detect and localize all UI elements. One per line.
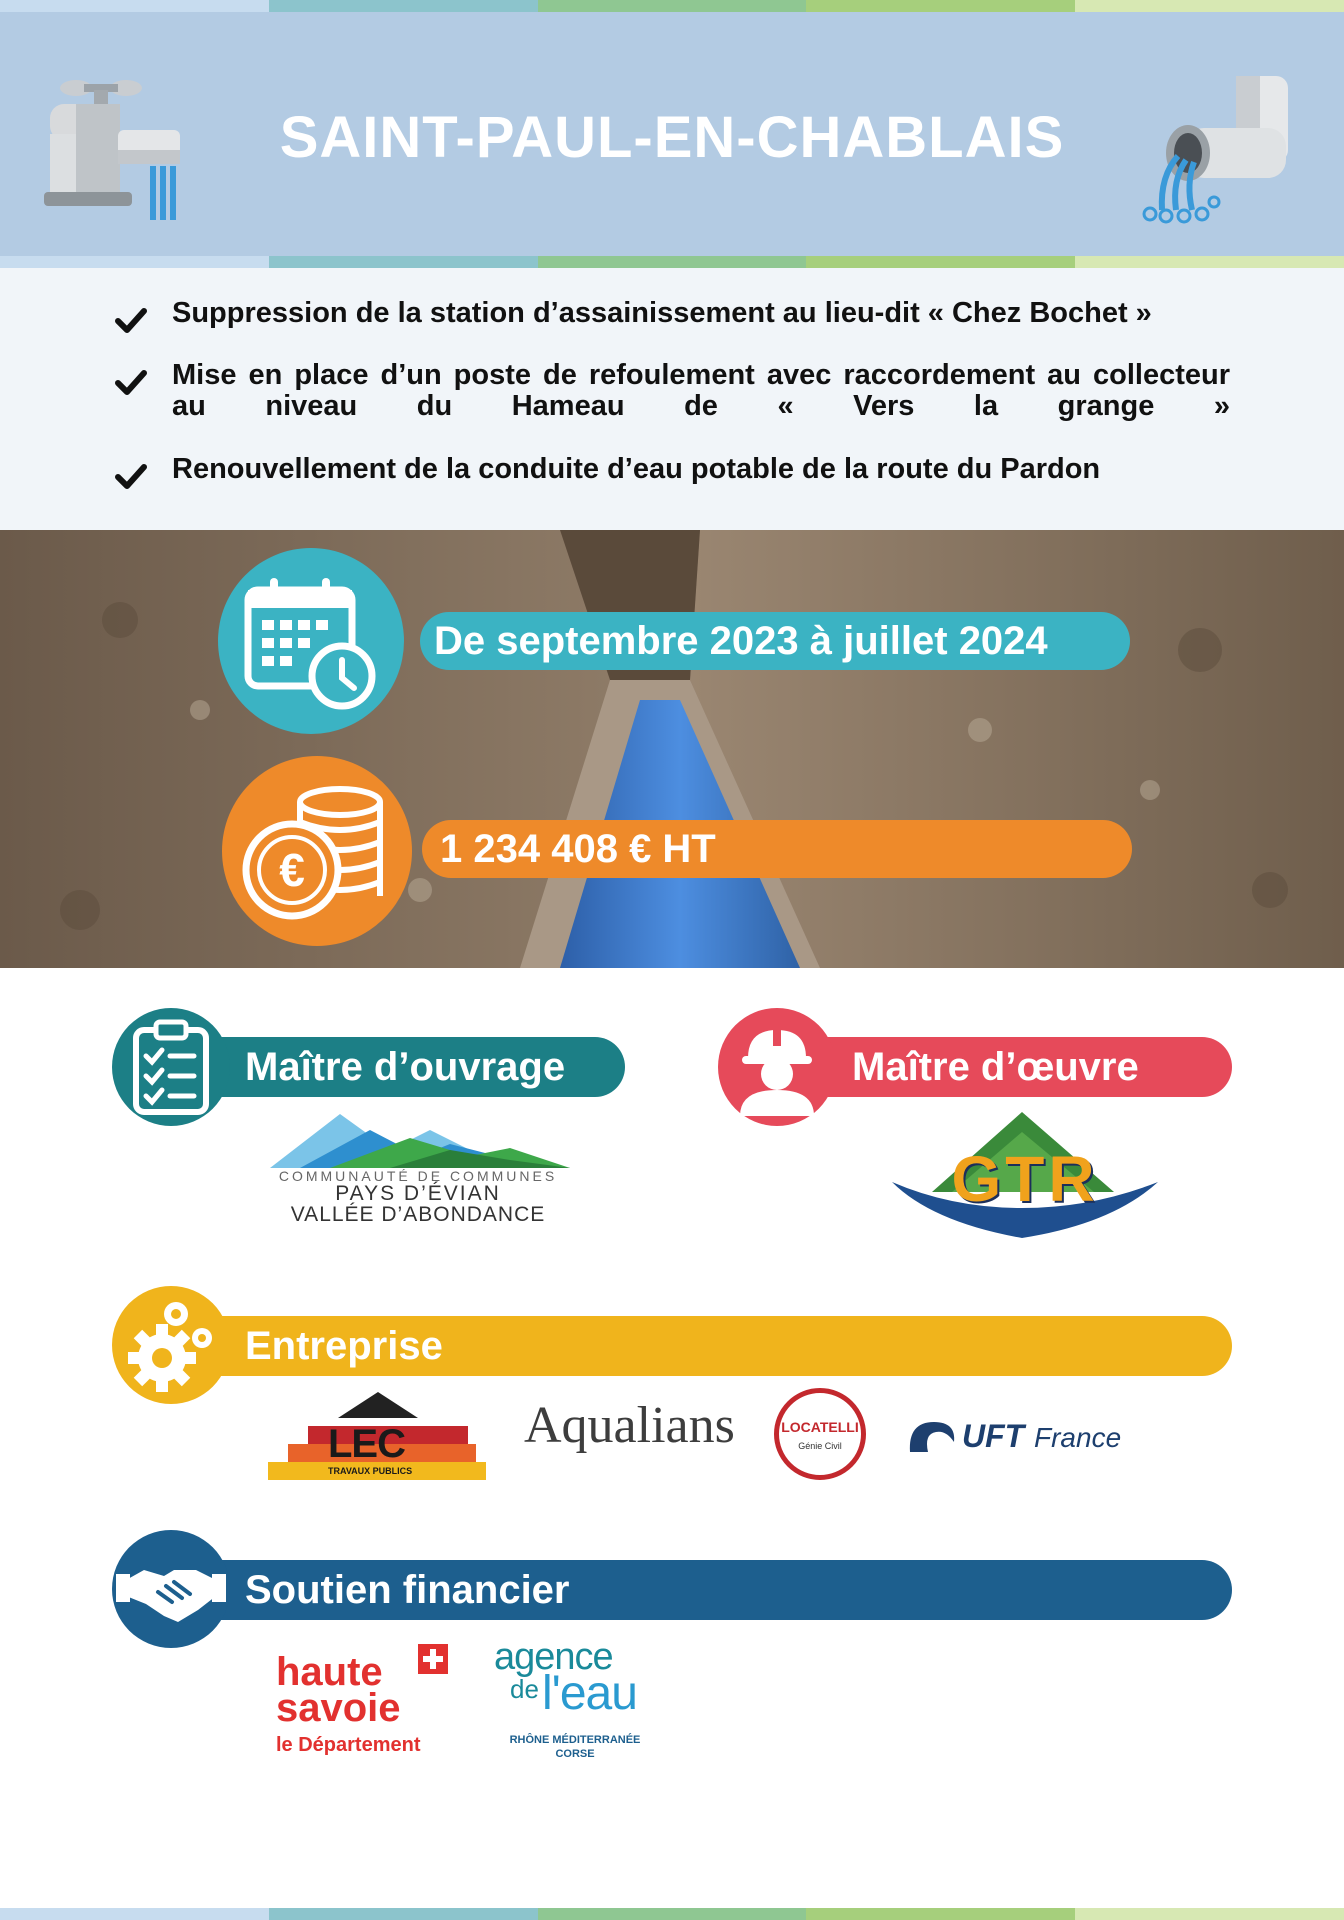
bullet-text: Suppression de la station d’assainissement au lieu-dit « Chez Bochet » xyxy=(172,297,1152,329)
gears-icon xyxy=(112,1286,230,1404)
logo-pays-evian xyxy=(270,1110,570,1230)
logo-line-1: COMMUNAUTÉ DE COMMUNES xyxy=(278,1168,558,1184)
maitre-oeuvre-label: Maître d’œuvre xyxy=(748,1037,1232,1097)
maitre-ouvrage-badge xyxy=(112,1008,230,1126)
logo-gtr xyxy=(892,1112,1158,1240)
logo-uft-france xyxy=(906,1416,1126,1456)
uft-suffix: France xyxy=(1034,1422,1122,1453)
bottom-color-stripe xyxy=(0,1908,1344,1920)
maitre-oeuvre-badge xyxy=(718,1008,836,1126)
locatelli-subtext: Génie Civil xyxy=(798,1441,842,1451)
entreprise-label: Entreprise xyxy=(140,1316,1232,1376)
uft-text: UFT xyxy=(962,1418,1025,1454)
top-color-stripe xyxy=(0,0,1344,12)
agence-text: agence xyxy=(494,1636,613,1678)
corse-text: CORSE xyxy=(555,1748,595,1760)
logo-line-3: VALLÉE D’ABONDANCE xyxy=(290,1203,546,1226)
maitre-ouvrage-label: Maître d’ouvrage xyxy=(140,1037,625,1097)
mountains-logo-mark xyxy=(270,1110,570,1170)
uft-logo-mark xyxy=(906,1418,958,1454)
de-text: de xyxy=(510,1674,539,1704)
logo-lec xyxy=(268,1392,486,1480)
savoie-text: savoie xyxy=(276,1686,401,1730)
calendar-clock-icon xyxy=(218,548,404,734)
header-banner xyxy=(0,12,1344,256)
worker-helmet-icon xyxy=(718,1008,836,1126)
logo-agence-eau xyxy=(490,1636,662,1766)
bullet-text: Mise en place d’un poste de refoulement avec raccordement au collecteur au niveau du Hameau de « Vers la grange » xyxy=(172,359,1230,422)
euro-coins-icon xyxy=(222,756,412,946)
svg-text:€: € xyxy=(279,844,305,896)
logo-line-2: PAYS D’ÉVIAN xyxy=(335,1182,501,1205)
page-title: SAINT-PAUL-EN-CHABLAIS xyxy=(279,105,1065,170)
pipe-water-icon xyxy=(1140,76,1300,226)
rhone-text: RHÔNE MÉDITERRANÉE xyxy=(509,1734,641,1746)
cost-pill: 1 234 408 € HT xyxy=(422,820,1132,878)
soutien-financier-badge xyxy=(112,1530,230,1648)
departement-text: le Département xyxy=(276,1734,421,1756)
locatelli-text: LOCATELLI xyxy=(781,1419,859,1435)
haute-text: haute xyxy=(276,1650,383,1694)
lec-text: LEC xyxy=(328,1422,405,1466)
swiss-cross-icon xyxy=(418,1644,448,1674)
check-icon xyxy=(115,368,147,396)
schedule-pill: De septembre 2023 à juillet 2024 xyxy=(420,612,1130,670)
header-color-stripe xyxy=(0,256,1344,268)
check-icon xyxy=(115,306,147,334)
bullet-text: Renouvellement de la conduite d’eau potable de la route du Pardon xyxy=(172,453,1101,485)
cost-badge xyxy=(222,756,412,946)
leau-text: l'eau xyxy=(542,1667,637,1720)
clipboard-checklist-icon xyxy=(112,1008,230,1126)
calendar-badge xyxy=(218,548,404,734)
entreprise-badge xyxy=(112,1286,230,1404)
handshake-icon xyxy=(112,1530,230,1648)
logo-locatelli xyxy=(774,1388,866,1480)
logo-haute-savoie xyxy=(276,1640,450,1760)
trench-photo xyxy=(0,530,1344,968)
soutien-financier-label: Soutien financier xyxy=(140,1560,1232,1620)
logo-aqualians: Aqualians xyxy=(524,1397,735,1454)
gtr-text: GTR xyxy=(951,1143,1099,1215)
check-icon xyxy=(115,462,147,490)
project-description xyxy=(0,268,1344,530)
trench-pipe-illustration xyxy=(0,530,1344,968)
lec-subtext: TRAVAUX PUBLICS xyxy=(328,1466,413,1476)
